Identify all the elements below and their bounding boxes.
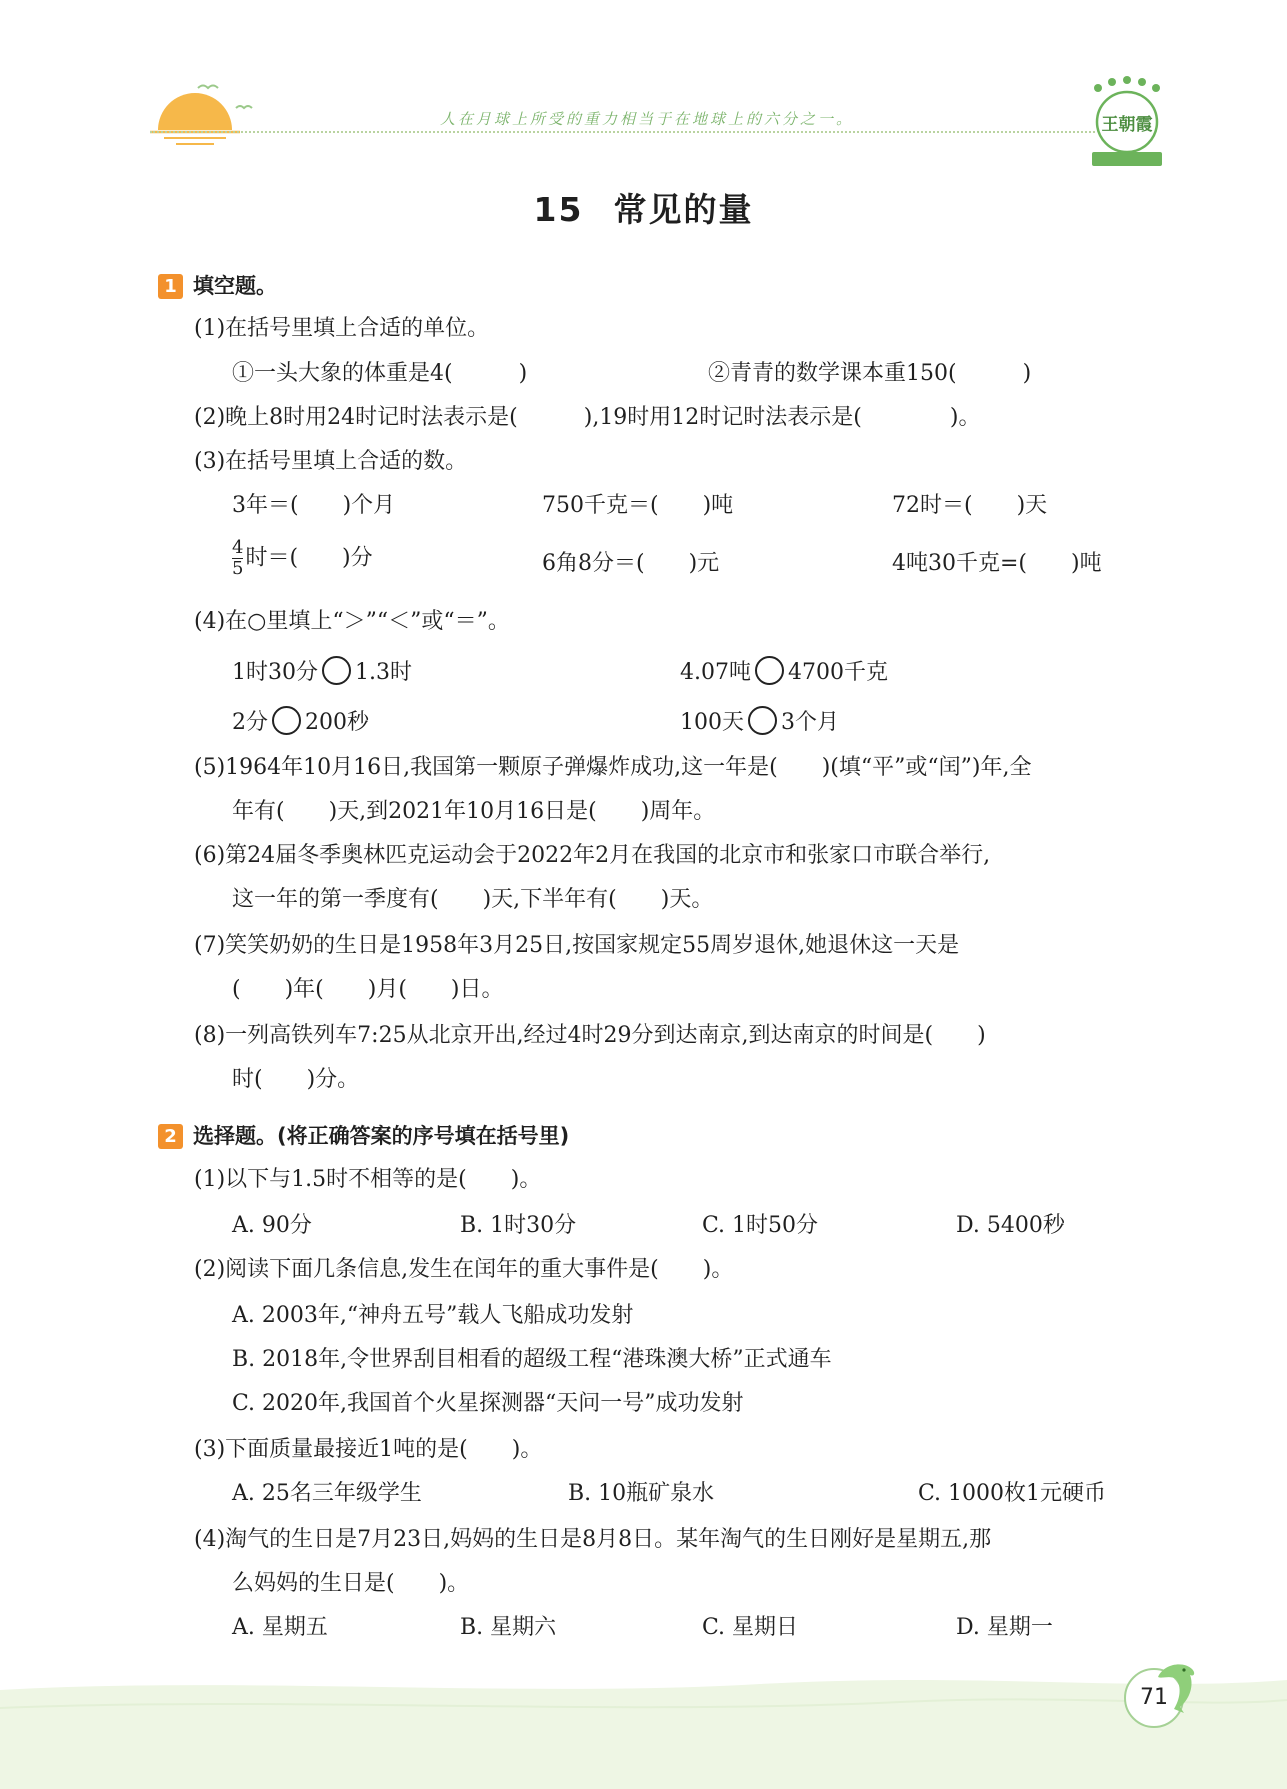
- s1-q3-stem: (3)在括号里填上合适的数。: [194, 449, 468, 474]
- lesson-number: 15: [533, 190, 584, 229]
- s2-q1-option-d: D. 5400秒: [956, 1213, 1065, 1238]
- section-2-heading: [158, 1122, 569, 1150]
- s2-q3-option-b: B. 10瓶矿泉水: [568, 1481, 715, 1506]
- s2-q2-option-a: A. 2003年,“神舟五号”载人飞船成功发射: [232, 1303, 634, 1328]
- s2-q4-line2: 么妈妈的生日是( )。: [232, 1571, 470, 1596]
- s1-q1-stem: (1)在括号里填上合适的单位。: [194, 316, 490, 341]
- footer-background: [0, 1668, 1287, 1789]
- s2-q1-option-b: B. 1时30分: [460, 1213, 577, 1238]
- s2-q4-option-b: B. 星期六: [460, 1615, 557, 1640]
- s2-q3-option-c: C. 1000枚1元硬币: [918, 1481, 1107, 1506]
- header-slogan: 人在月球上所受的重力相当于在地球上的六分之一。: [440, 110, 855, 128]
- sunset-icon: [150, 60, 260, 150]
- s2-q4-option-d: D. 星期一: [956, 1615, 1053, 1640]
- s1-q6-line1: (6)第24届冬季奥林匹克运动会于2022年2月在我国的北京市和张家口市联合举行,: [194, 843, 991, 868]
- s1-q8-line2: 时( )分。: [232, 1067, 360, 1092]
- s1-q4-stem: (4)在○里填上“＞”“＜”或“＝”。: [194, 609, 510, 634]
- s1-q7-line2: ( )年( )月( )日。: [232, 977, 504, 1002]
- s2-q4-line1: (4)淘气的生日是7月23日,妈妈的生日是8月8日。某年淘气的生日刚好是星期五,那: [194, 1527, 992, 1552]
- s1-q3-r2-2: 6角8分＝( )元: [542, 551, 720, 576]
- compare-circle[interactable]: [322, 656, 351, 685]
- page-number: 71: [1124, 1668, 1184, 1728]
- s1-q4-compare-2: 4.07吨 4700千克: [680, 656, 888, 687]
- s1-q7-line1: (7)笑笑奶奶的生日是1958年3月25日,按国家规定55周岁退休,她退休这一天是: [194, 933, 960, 958]
- s1-q5-line2: 年有( )天,到2021年10月16日是( )周年。: [232, 799, 716, 824]
- s1-q3-r2-3: 4吨30千克=( )吨: [892, 551, 1102, 576]
- s1-q3-r1-2: 750千克＝( )吨: [542, 493, 734, 518]
- s1-q4-compare-1: 1时30分 1.3时: [232, 656, 412, 687]
- s1-q3-r1-3: 72时＝( )天: [892, 493, 1048, 518]
- s2-q1-option-a: A. 90分: [232, 1213, 312, 1238]
- logo-text: 王朝霞: [1101, 115, 1153, 135]
- s2-q2-option-c: C. 2020年,我国首个火星探测器“天问一号”成功发射: [232, 1391, 744, 1416]
- fraction: $\frac{4}{5}$: [232, 537, 244, 579]
- section-1-heading: [158, 272, 277, 300]
- page-title: [0, 184, 1287, 231]
- s2-q1-option-c: C. 1时50分: [702, 1213, 819, 1238]
- section-2-title: 选择题。(将正确答案的序号填在括号里): [193, 1124, 570, 1148]
- compare-circle[interactable]: [748, 706, 777, 735]
- s1-q1-a: ①一头大象的体重是4( ): [232, 361, 528, 386]
- s1-q4-compare-4: 100天 3个月: [680, 706, 839, 737]
- s1-q4-compare-3: 2分 200秒: [232, 706, 369, 737]
- s2-q1-stem: (1)以下与1.5时不相等的是( )。: [194, 1167, 542, 1192]
- brand-logo: [1082, 74, 1172, 174]
- s1-q5-line1: (5)1964年10月16日,我国第一颗原子弹爆炸成功,这一年是( )(填“平”或“闰”)年,全: [194, 755, 1032, 780]
- dolphin-icon: [1150, 1655, 1200, 1715]
- compare-circle[interactable]: [755, 656, 784, 685]
- section-1-badge: 1: [158, 274, 183, 299]
- s2-q2-option-b: B. 2018年,令世界刮目相看的超级工程“港珠澳大桥”正式通车: [232, 1347, 832, 1372]
- s1-q1-b: ②青青的数学课本重150( ): [708, 361, 1032, 386]
- section-1-title: 填空题。: [193, 274, 277, 298]
- header-dotted-line: [150, 131, 1095, 133]
- s1-q3-r2-1: $\frac{4}{5}$ 时＝( )分: [232, 537, 373, 579]
- s2-q3-stem: (3)下面质量最接近1吨的是( )。: [194, 1437, 543, 1462]
- s2-q4-option-c: C. 星期日: [702, 1615, 799, 1640]
- s2-q4-option-a: A. 星期五: [232, 1615, 328, 1640]
- s2-q2-stem: (2)阅读下面几条信息,发生在闰年的重大事件是( )。: [194, 1257, 734, 1282]
- s1-q2: (2)晚上8时用24时记时法表示是( ),19时用12时记时法表示是( )。: [194, 405, 981, 430]
- s1-q6-line2: 这一年的第一季度有( )天,下半年有( )天。: [232, 887, 714, 912]
- lesson-title: 常见的量: [613, 190, 754, 229]
- compare-circle[interactable]: [272, 706, 301, 735]
- s1-q3-r1-1: 3年＝( )个月: [232, 493, 396, 518]
- s2-q3-option-a: A. 25名三年级学生: [232, 1481, 422, 1506]
- s1-q8-line1: (8)一列高铁列车7:25从北京开出,经过4时29分到达南京,到达南京的时间是( ): [194, 1023, 986, 1048]
- section-2-badge: 2: [158, 1124, 183, 1149]
